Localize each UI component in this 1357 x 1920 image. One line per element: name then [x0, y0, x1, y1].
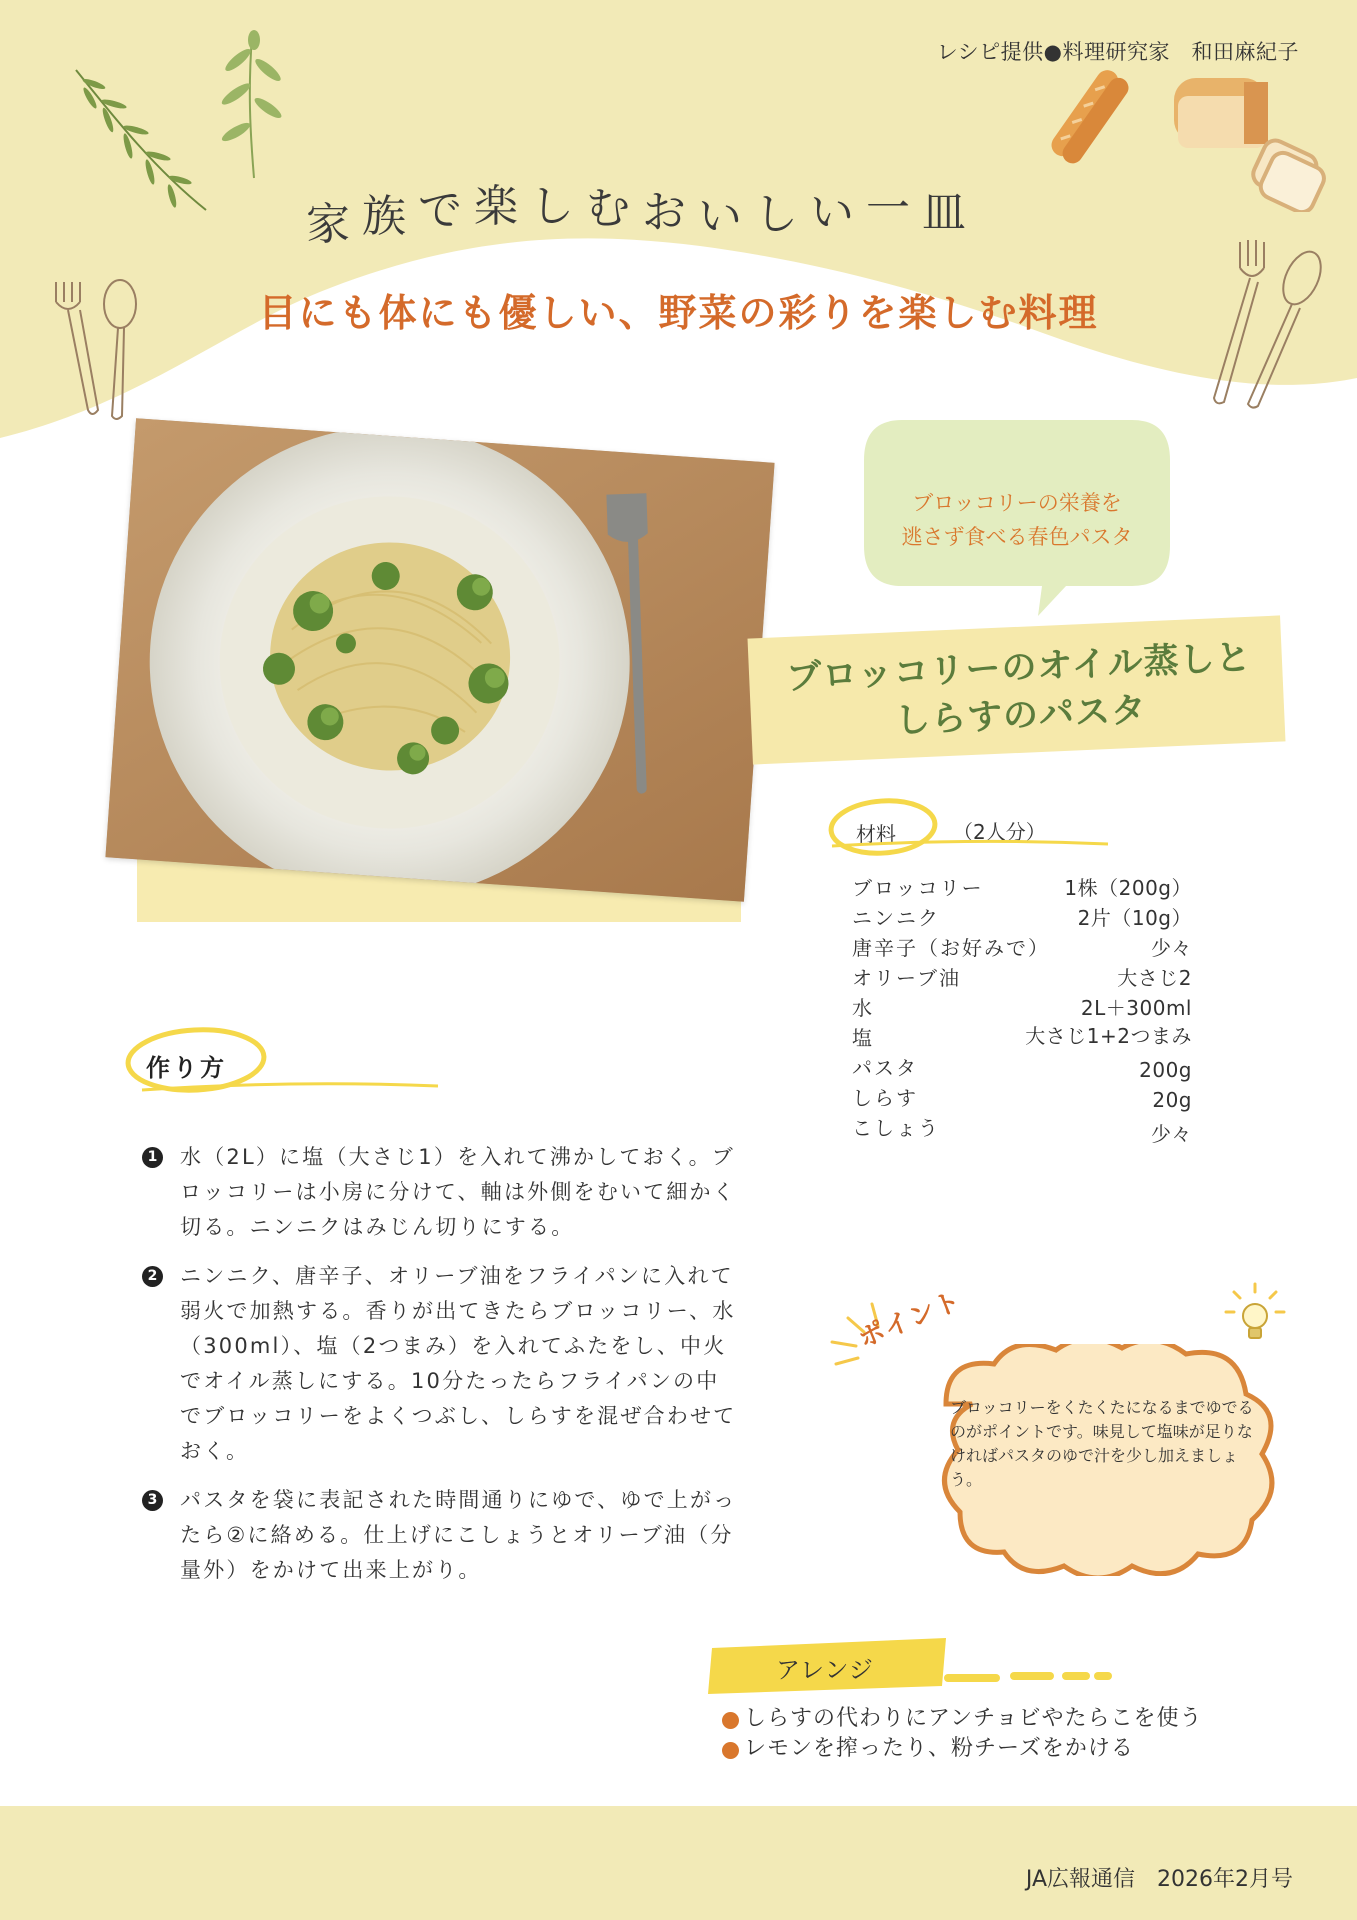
point-heading: ポイント [854, 1285, 966, 1355]
method-steps [142, 1140, 742, 1602]
title-char: し [754, 189, 798, 240]
dish-title-line-2: しらすのパスタ [894, 690, 1148, 742]
ingredients-serving: （2人分） [953, 820, 1046, 844]
title-char: 族 [362, 191, 406, 242]
method-underline [140, 1080, 440, 1096]
title-char: 楽 [474, 181, 518, 232]
arrange-item-text: しらすの代わりにアンチョビやたらこを使う [744, 1706, 1203, 1731]
bubble-caption [862, 486, 1172, 554]
baguette-illustration [1034, 66, 1144, 166]
ingredient-quantity: 大さじ2 [1117, 966, 1192, 990]
bubble-line-1: ブロッコリーの栄養を [912, 491, 1122, 515]
ingredient-quantity: 2L＋300ml [1080, 996, 1192, 1020]
ingredient-row [852, 932, 1192, 962]
ingredients-heading: 材料 [856, 822, 896, 846]
arrange-dash-decoration [942, 1670, 1112, 1684]
step-number-badge: 2 [142, 1266, 163, 1287]
ingredient-row [852, 992, 1192, 1022]
title-char: 皿 [922, 187, 966, 238]
title-char: い [810, 187, 854, 238]
ingredient-name: こしょう [852, 1116, 940, 1140]
ingredient-quantity: 20g [1152, 1088, 1192, 1112]
ingredient-name: 唐辛子（お好みで） [852, 936, 1050, 960]
ingredient-name: 水 [852, 996, 874, 1020]
step-number-badge: 3 [142, 1490, 163, 1511]
arrange-item [722, 1704, 1202, 1734]
ingredient-name: オリーブ油 [852, 966, 961, 990]
method-heading: 作り方 [146, 1054, 227, 1082]
method-step [142, 1259, 742, 1469]
recipe-credit: レシピ提供●料理研究家 和田麻紀子 [936, 40, 1299, 64]
step-text: パスタを袋に表記された時間通りにゆで、ゆで上がったら②に絡める。仕上げにこしょうとオリーブ油（分量外）をかけて出来上がり。 [180, 1488, 737, 1582]
ingredient-row [852, 962, 1192, 992]
ingredients-underline [830, 838, 1110, 852]
ingredient-row [852, 1022, 1192, 1052]
arrange-list [722, 1704, 1202, 1764]
ingredient-quantity: 少々 [1151, 1122, 1192, 1146]
title-char: お [642, 187, 686, 238]
leaf-branch-illustration [214, 30, 284, 180]
ingredient-name: 塩 [852, 1026, 874, 1050]
ingredient-quantity: 大さじ1+2つまみ [1025, 1024, 1192, 1048]
ingredients-list [852, 872, 1192, 1146]
ingredient-quantity: 少々 [1151, 936, 1192, 960]
title-char: 家 [306, 199, 350, 250]
footer-issue: JA広報通信 2026年2月号 [1025, 1867, 1293, 1892]
method-step [142, 1140, 742, 1245]
point-body: ブロッコリーをくたくたになるまでゆでるのがポイントです。味見して塩味が足りなければパスタのゆで汁を少し加えましょう。 [950, 1398, 1254, 1489]
bubble-line-2: 逃さず食べる春色パスタ [901, 525, 1133, 549]
ingredient-quantity: 1株（200g） [1064, 876, 1192, 900]
lightbulb-icon [1222, 1282, 1288, 1350]
title-char: い [698, 191, 742, 242]
ingredient-quantity: 2片（10g） [1077, 906, 1192, 930]
title-char: む [586, 183, 630, 234]
ingredient-name: ニンニク [852, 906, 940, 930]
pasta-dish-image [105, 418, 774, 902]
ingredient-row [852, 1052, 1192, 1082]
arrange-item-text: レモンを搾ったり、粉チーズをかける [744, 1736, 1134, 1761]
ingredient-row [852, 902, 1192, 932]
arrange-heading: アレンジ [776, 1656, 874, 1684]
arrange-item [722, 1734, 1202, 1764]
step-text: 水（2L）に塩（大さじ1）を入れて沸かしておく。ブロッコリーは小房に分けて、軸は外側をむいて細かく切る。ニンニクはみじん切りにする。 [180, 1145, 736, 1239]
ingredient-row [852, 872, 1192, 902]
bullet-dot-icon [722, 1712, 739, 1729]
title-char: 一 [866, 183, 910, 234]
bullet-dot-icon [722, 1742, 739, 1759]
ingredient-row [852, 1112, 1192, 1146]
page-title [306, 150, 1026, 250]
title-char: し [530, 181, 574, 232]
step-text: ニンニク、唐辛子、オリーブ油をフライパンに入れて弱火で加熱する。香りが出てきたらブロッコリー、水（300ml）、塩（2つまみ）を入れてふたをし、中火でオイル蒸しにする。10分たったらフライパンの中でブロッコリーをよくつぶし、しらすを混ぜ合わせておく。 [180, 1264, 737, 1463]
ingredient-quantity: 200g [1139, 1058, 1192, 1082]
dish-title-line-1: ブロッコリーのオイル蒸しと [785, 637, 1253, 699]
method-step [142, 1483, 742, 1588]
bread-loaf-illustration [1164, 62, 1334, 212]
page-subtitle: 目にも体にも優しい、野菜の彩りを楽しむ料理 [258, 291, 1099, 335]
ingredient-name: ブロッコリー [852, 876, 984, 900]
step-number-badge: 1 [142, 1147, 163, 1168]
pasta-photo [105, 418, 774, 902]
ingredient-name: しらす [852, 1086, 918, 1110]
ingredient-row [852, 1082, 1192, 1112]
herb-sprig-illustration [66, 60, 216, 220]
title-char: で [418, 185, 462, 236]
ingredient-name: パスタ [852, 1056, 918, 1080]
